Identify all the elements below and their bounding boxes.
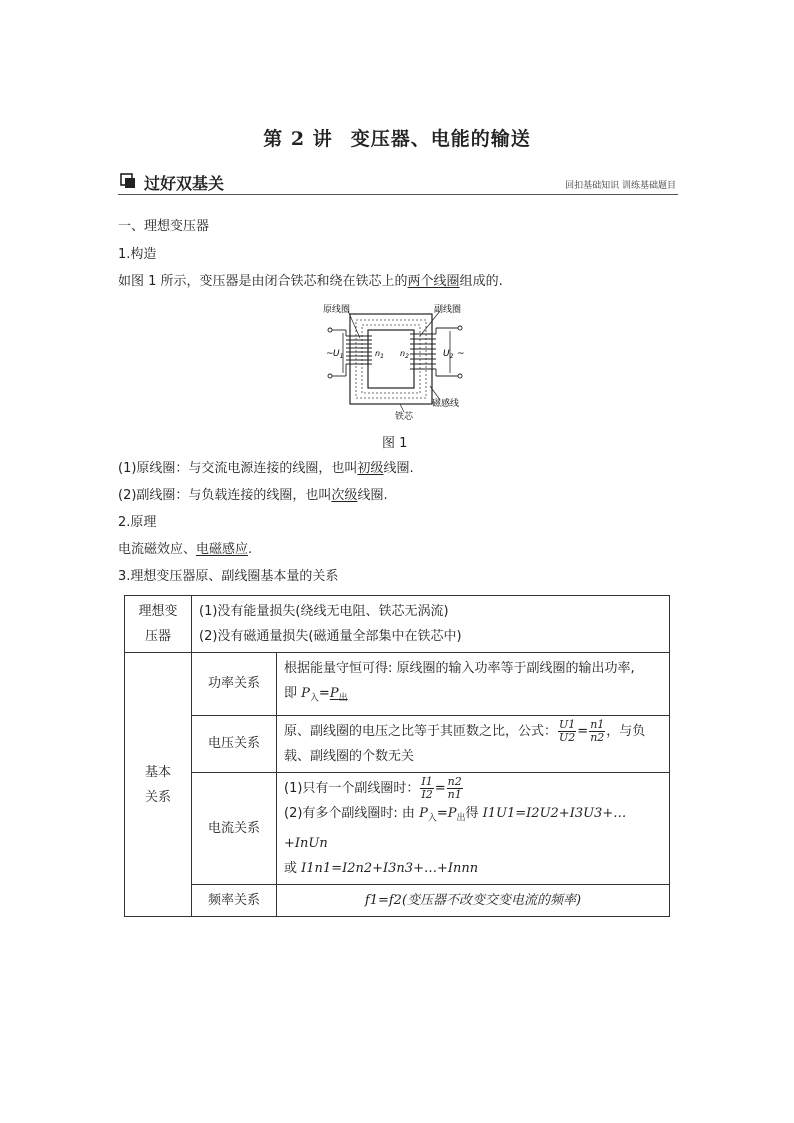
label-u2: $U_2$ bbox=[443, 349, 454, 360]
cell-voltage-label: 电压关系 bbox=[192, 715, 277, 772]
table-row bbox=[125, 653, 670, 716]
section-square-icon bbox=[120, 173, 136, 189]
section-subtitle: 回扣基础知识 训练基础题目 bbox=[565, 181, 676, 191]
heading-structure: 1.构造 bbox=[118, 247, 157, 262]
lecture-number: 第 2 讲 bbox=[263, 128, 333, 150]
fraction: $\frac{U1}{U2}$ bbox=[559, 717, 576, 744]
paragraph-primary-coil: (1)原线圈：与交流电源连接的线圈，也叫初级线圈. bbox=[118, 461, 414, 476]
label-secondary: 副线圈 bbox=[434, 305, 462, 315]
fraction: $\frac{n1}{n2}$ bbox=[590, 717, 605, 744]
lecture-topic: 变压器、电能的输送 bbox=[350, 128, 531, 150]
cell-current-label: 电流关系 bbox=[192, 772, 277, 885]
cell-frequency-content: f1=f2(变压器不改变交变电流的频率) bbox=[277, 885, 670, 917]
cell-power-label: 功率关系 bbox=[192, 653, 277, 716]
heading-principle: 2.原理 bbox=[118, 515, 157, 530]
label-core: 铁芯 bbox=[395, 412, 414, 420]
table-row bbox=[125, 715, 670, 772]
heading-relations: 3.理想变压器原、副线圈基本量的关系 bbox=[118, 569, 339, 584]
section-header bbox=[118, 170, 678, 195]
cell-current-content: (1)只有一个副线圈时： $\frac{I1}{I2}$ = $\frac{n2}{n1}$ (2)有多个副线圈时: 由 $P_入=P_出$得 I1U1=I2U2+I3U3+…+InUn 或 I1n1=I2n2+I3n3+…+Innn bbox=[277, 772, 670, 885]
label-u1: $U_1$ bbox=[333, 349, 344, 360]
page-title bbox=[0, 124, 794, 151]
underlined-answer: 初级 bbox=[357, 461, 384, 476]
label-n2: $n_2$ bbox=[400, 349, 409, 360]
section-title: 过好双基关 bbox=[144, 174, 225, 193]
cell-frequency-label: 频率关系 bbox=[192, 885, 277, 917]
label-flux: 磁感线 bbox=[432, 399, 460, 409]
table-row bbox=[125, 596, 670, 653]
label-primary: 原线圈 bbox=[323, 305, 351, 315]
table-row bbox=[125, 772, 670, 885]
paragraph-secondary-coil: (2)副线圈：与负载连接的线圈，也叫次级线圈. bbox=[118, 488, 388, 503]
paragraph-principle: 电流磁效应、电磁感应. bbox=[118, 542, 253, 557]
heading-ideal-transformer: 一、理想变压器 bbox=[118, 219, 210, 234]
paragraph-structure: 如图 1 所示，变压器是由闭合铁芯和绕在铁芯上的两个线圈组成的. bbox=[118, 274, 503, 289]
cell-power-content: 根据能量守恒可得: 原线圈的输入功率等于副线圈的输出功率, 即 $P_入=P_出$ bbox=[277, 653, 670, 716]
label-n1: $n_1$ bbox=[375, 349, 384, 360]
fraction: $\frac{I1}{I2}$ bbox=[421, 774, 433, 801]
underlined-answer: 次级 bbox=[331, 488, 358, 503]
cell-ideal-transformer: 理想变 压器 bbox=[125, 596, 192, 653]
table-row bbox=[125, 885, 670, 917]
transformer-figure bbox=[320, 300, 470, 420]
label-tilde-right: ~ bbox=[457, 349, 465, 359]
label-tilde-left: ~ bbox=[326, 349, 334, 359]
cell-ideal-conditions: (1)没有能量损失(绕线无电阻、铁芯无涡流) (2)没有磁通量损失(磁通量全部集中在铁芯中) bbox=[192, 596, 670, 653]
cell-basic-relations: 基本 关系 bbox=[125, 653, 192, 917]
relations-table bbox=[124, 595, 670, 917]
figure-caption: 图 1 bbox=[382, 436, 408, 451]
underlined-answer: 电磁感应 bbox=[196, 542, 249, 557]
underlined-answer: 两个线圈 bbox=[407, 274, 460, 289]
cell-voltage-content: 原、副线圈的电压之比等于其匝数之比，公式： $\frac{U1}{U2}$ = $\frac{n1}{n2}$ ，与负 载、副线圈的个数无关 bbox=[277, 715, 670, 772]
fraction: $\frac{n2}{n1}$ bbox=[447, 774, 462, 801]
